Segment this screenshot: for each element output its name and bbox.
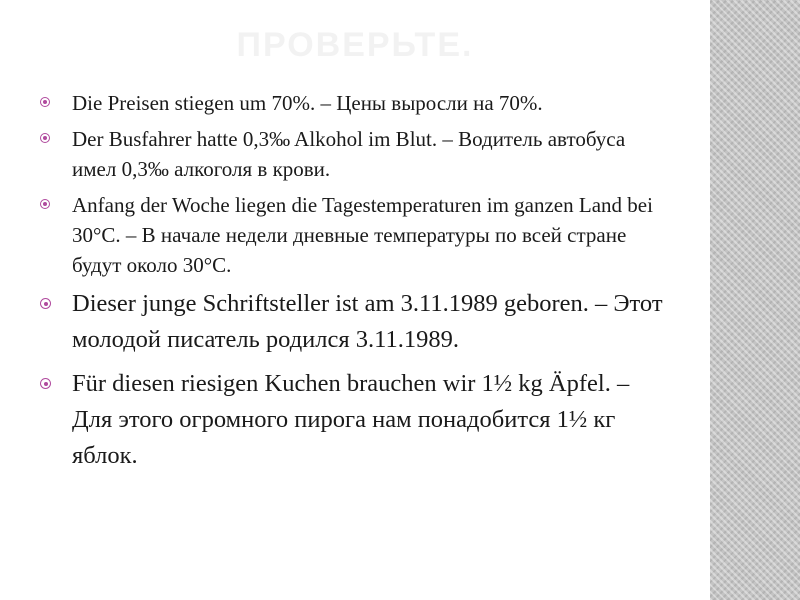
decorative-side-panel — [710, 0, 800, 600]
bullet-text: Die Preisen stiegen um 70%. – Цены выросли на 70%. — [72, 91, 543, 115]
bullet-item — [40, 88, 665, 118]
bullet-text: Für diesen riesigen Kuchen brauchen wir 1½ kg Äpfel. – Для этого огромного пирога нам понадобится 1½ кг яблок. — [72, 370, 630, 469]
bullet-item — [40, 124, 665, 184]
bullet-ring-icon — [40, 199, 50, 209]
bullet-ring-icon — [40, 133, 50, 143]
bullet-ring-icon — [40, 97, 50, 107]
bullet-item — [40, 286, 665, 358]
bullet-list — [40, 88, 665, 482]
bullet-item — [40, 190, 665, 280]
bullet-text: Der Busfahrer hatte 0,3‰ Alkohol im Blut. – Водитель автобуса имел 0,3‰ алкоголя в крови. — [72, 127, 626, 181]
bullet-ring-icon — [40, 298, 51, 309]
bullet-ring-icon — [40, 378, 51, 389]
slide-title: ПРОВЕРЬТЕ. — [236, 26, 474, 64]
bullet-text: Dieser junge Schriftsteller ist am 3.11.1989 geboren. – Этот молодой писатель родился 3.11.1989. — [72, 290, 663, 353]
bullet-item — [40, 366, 665, 474]
bullet-text: Anfang der Woche liegen die Tagestemperaturen im ganzen Land bei 30°C. – В начале недели дневные температуры по всей стране будут около 30°C. — [72, 193, 653, 277]
